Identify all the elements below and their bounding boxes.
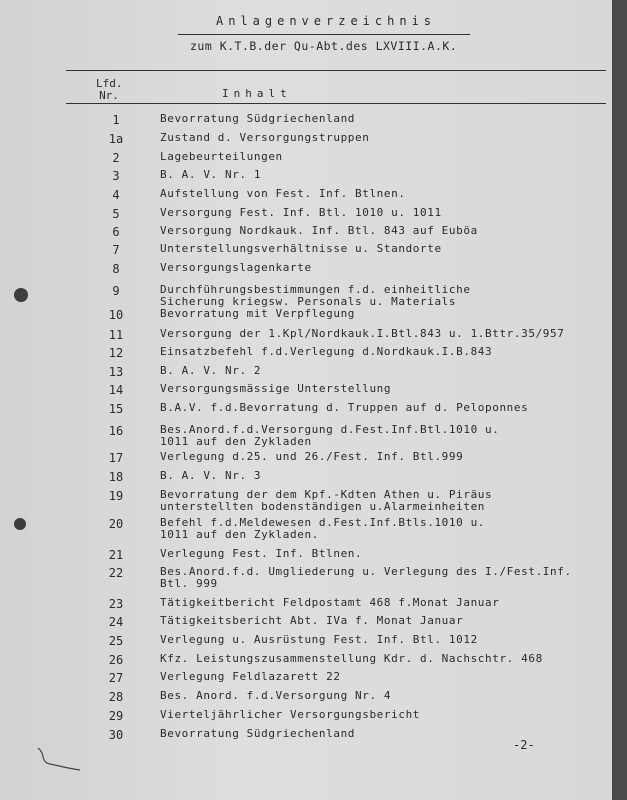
entry-text: Lagebeurteilungen <box>160 150 283 163</box>
entry-text: Unterstellungsverhältnisse u. Standorte <box>160 242 442 255</box>
entry-text: Bevorratung Südgriechenland <box>160 112 356 125</box>
entry-number: 1a <box>108 132 124 146</box>
entry-number: 26 <box>108 653 124 667</box>
entry-number: 19 <box>108 489 124 503</box>
page-number: -2- <box>513 738 535 752</box>
entry-text: Verlegung Feldlazarett 22 <box>160 670 341 683</box>
entry-text: Versorgung Fest. Inf. Btl. 1010 u. 1011 <box>160 206 442 219</box>
entry-text: Bes. Anord. f.d.Versorgung Nr. 4 <box>160 689 392 702</box>
scan-background-edge <box>612 0 627 800</box>
entry-number: 1 <box>112 113 120 127</box>
punch-hole-mark <box>14 288 28 302</box>
document-title: Anlagenverzeichnis <box>215 14 437 28</box>
entry-text: Bevorratung mit Verpflegung <box>160 307 356 320</box>
entry-number: 11 <box>108 328 124 342</box>
punch-hole-mark <box>14 518 26 530</box>
entry-number: 2 <box>112 151 120 165</box>
entry-text: Versorgung Nordkauk. Inf. Btl. 843 auf Euböa <box>160 224 478 237</box>
entry-number: 12 <box>108 346 124 360</box>
entry-text: Bevorratung Südgriechenland <box>160 727 356 740</box>
entry-text: Versorgungslagenkarte <box>160 261 312 274</box>
title-underline <box>178 34 470 35</box>
entry-number: 8 <box>112 262 120 276</box>
entry-text: Verlegung u. Ausrüstung Fest. Inf. Btl. 1012 <box>160 633 478 646</box>
entry-number: 6 <box>112 225 120 239</box>
entry-number: 15 <box>108 402 124 416</box>
document-subtitle: zum K.T.B.der Qu-Abt.des LXVIII.A.K. <box>190 39 458 53</box>
entry-text: Kfz. Leistungszusammenstellung Kdr. d. Nachschtr. 468 <box>160 652 543 665</box>
entry-number: 7 <box>112 243 120 257</box>
entry-text: Versorgungsmässige Unterstellung <box>160 382 392 395</box>
entry-number: 21 <box>108 548 124 562</box>
pen-scribble-mark <box>36 744 86 774</box>
entry-text: Bes.Anord.f.d. Umgliederung u. Verlegung des I./Fest.Inf. Btl. 999 <box>160 565 572 590</box>
entry-number: 25 <box>108 634 124 648</box>
entry-number: 16 <box>108 424 124 438</box>
table-header-rule <box>66 103 606 104</box>
entry-number: 27 <box>108 671 124 685</box>
entry-number: 28 <box>108 690 124 704</box>
entry-text: B. A. V. Nr. 2 <box>160 364 262 377</box>
entry-text: Tätigkeitbericht Feldpostamt 468 f.Monat Januar <box>160 596 500 609</box>
entry-text: Vierteljährlicher Versorgungsbericht <box>160 708 421 721</box>
entry-text: B.A.V. f.d.Bevorratung d. Truppen auf d. Peloponnes <box>160 401 529 414</box>
entry-text: Bes.Anord.f.d.Versorgung d.Fest.Inf.Btl.1010 u. 1011 auf den Zykladen <box>160 423 500 448</box>
entry-number: 20 <box>108 517 124 531</box>
entry-number: 17 <box>108 451 124 465</box>
entry-number: 29 <box>108 709 124 723</box>
entry-number: 5 <box>112 207 120 221</box>
entry-text: Einsatzbefehl f.d.Verlegung d.Nordkauk.I.B.843 <box>160 345 493 358</box>
entry-text: Verlegung Fest. Inf. Btlnen. <box>160 547 363 560</box>
entry-number: 4 <box>112 188 120 202</box>
entry-text: B. A. V. Nr. 3 <box>160 469 262 482</box>
entry-number: 22 <box>108 566 124 580</box>
entry-number: 9 <box>112 284 120 298</box>
entry-text: Zustand d. Versorgungstruppen <box>160 131 370 144</box>
entry-number: 10 <box>108 308 124 322</box>
column-header-content: Inhalt <box>222 87 292 100</box>
entry-number: 18 <box>108 470 124 484</box>
entry-number: 30 <box>108 728 124 742</box>
column-header-number: Lfd. Nr. <box>96 77 123 102</box>
entry-text: Bevorratung der dem Kpf.-Kdten Athen u. Piräus unterstellten bodenständigen u.Alarmeinheiten <box>160 488 493 513</box>
entry-text: Verlegung d.25. und 26./Fest. Inf. Btl.999 <box>160 450 464 463</box>
entry-text: B. A. V. Nr. 1 <box>160 168 262 181</box>
entry-text: Tätigkeitsbericht Abt. IVa f. Monat Januar <box>160 614 464 627</box>
entry-number: 23 <box>108 597 124 611</box>
entry-number: 3 <box>112 169 120 183</box>
entry-number: 24 <box>108 615 124 629</box>
entry-number: 14 <box>108 383 124 397</box>
entry-text: Durchführungsbestimmungen f.d. einheitliche Sicherung kriegsw. Personals u. Materials <box>160 283 471 308</box>
entry-text: Befehl f.d.Meldewesen d.Fest.Inf.Btls.1010 u. 1011 auf den Zykladen. <box>160 516 486 541</box>
table-top-rule <box>66 70 606 71</box>
entry-number: 13 <box>108 365 124 379</box>
entry-text: Aufstellung von Fest. Inf. Btlnen. <box>160 187 406 200</box>
entry-text: Versorgung der 1.Kpl/Nordkauk.I.Btl.843 u. 1.Bttr.35/957 <box>160 327 565 340</box>
